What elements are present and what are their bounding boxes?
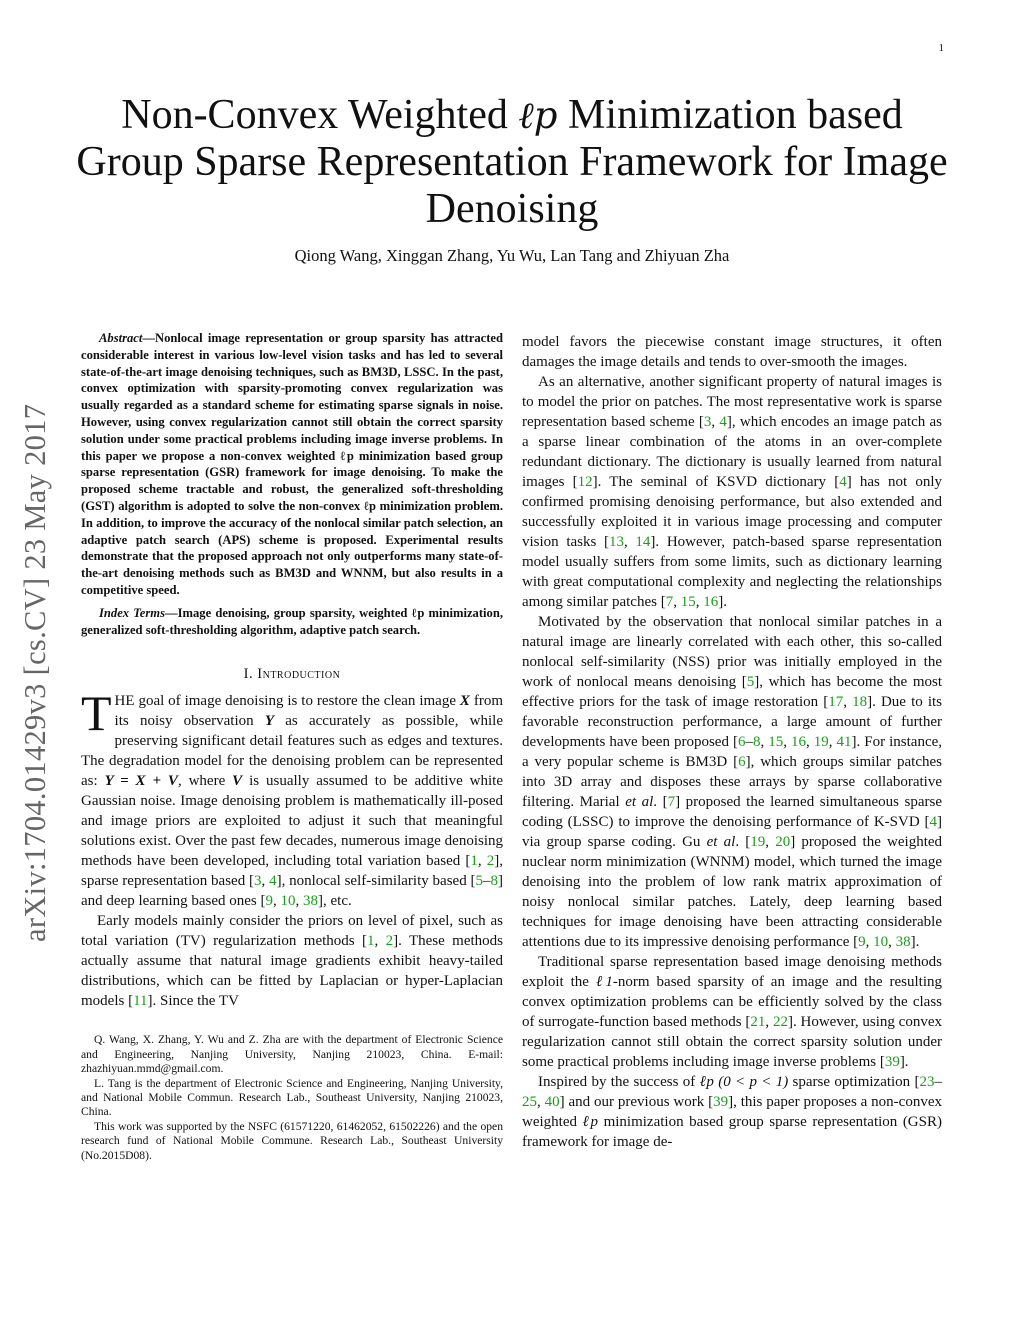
citation-link[interactable]: 9 [858, 934, 866, 950]
citation-link[interactable]: 23 [919, 1074, 935, 1090]
right-column [522, 332, 942, 1152]
title-lp-symbol: ℓp [518, 94, 558, 137]
text-span: ], which has become the most effective priors for the task of image restoration [ [522, 674, 942, 710]
text-span: , where [177, 773, 233, 790]
citation-link[interactable]: 4 [269, 873, 277, 890]
title-line1-pre: Non-Convex Weighted [121, 92, 519, 138]
footnote-affiliation-2: L. Tang is the department of Electronic Science and Engineering, Nanjing University, and National Mobile Commun. Research Lab., Southeast University, Nanjing 210023, China. [81, 1076, 503, 1119]
intro-paragraph-1: THE goal of image denoising is to restore the clean image X from its noisy observation Y as accurately as possible, while preserving significant detail features such as edges and textures. The degradation model for the denoising problem can be represented as: Y = X + V, where V is usually assumed to be additive white Gaussian noise. Image denoising problem is mathematically ill-posed and image priors are exploited to adjust it such that meaningful solutions exist. Over the past few decades, numerous image denoising methods have been developed, including total variation based [1, 2], sparse representation based [3, 4], nonlocal self-similarity based [5–8] and deep learning based ones [9, 10, 38], etc. [81, 685, 504, 910]
text-span: ] proposed the learned simultaneous sparse coding (LSSC) to improve the denoising performance of K-SVD [ [522, 794, 942, 830]
title-line3: Denoising [425, 186, 599, 232]
text-span: et al [625, 794, 654, 810]
text-span: ]. [910, 934, 920, 950]
math-symbol: V [232, 773, 243, 790]
citation-link[interactable]: 39 [713, 1094, 729, 1110]
abstract [81, 330, 503, 599]
citation-link[interactable]: 5 [475, 873, 483, 890]
title-line1-post: Minimization based [557, 92, 903, 138]
citation-link[interactable]: 14 [635, 534, 651, 550]
citation-link[interactable]: 11 [133, 993, 148, 1010]
citation-link[interactable]: 4 [719, 414, 727, 430]
footnote-affiliation-1: Q. Wang, X. Zhang, Y. Wu and Z. Zha are with the department of Electronic Science and Engineering, Nanjing University, Nanjing 210023, China. E-mail: zhazhiyuan.mmd@gmail.com. [81, 1033, 503, 1076]
text-span: minimization based group sparse representation (GSR) framework for image de- [522, 1114, 942, 1150]
text-span: Early models mainly consider the priors on level of pixel, such as total variation (TV) regularization methods [ [81, 913, 503, 950]
citation-link[interactable]: 19 [750, 834, 766, 850]
text-span: ]. For instance, a very popular scheme is BM3D [ [522, 734, 943, 770]
text-span: -norm based sparsity of an image and the resulting convex optimization problems can be efficiently solved by the class of surrogate-function based methods [ [522, 974, 942, 1030]
citation-link[interactable]: 13 [609, 534, 624, 550]
citation-link[interactable]: 22 [772, 1014, 788, 1030]
left-column [81, 330, 503, 1163]
citation-link[interactable]: 9 [265, 893, 274, 910]
text-span: Traditional sparse representation based image denoising methods exploit the [522, 954, 942, 990]
citation-link[interactable]: 41 [836, 734, 852, 750]
citation-link[interactable]: 38 [303, 893, 319, 910]
index-terms-text: —Image denoising, group sparsity, weighted ℓp minimization, generalized soft-thresholding algorithm, adaptive patch search. [81, 605, 503, 637]
right-paragraph-2: As an alternative, another significant property of natural images is to model the prior on patches. The most representative work is sparse representation based scheme [3, 4], which encodes an image patch as a sparse linear combination of the atoms in an over-complete redundant dictionary. The dictionary is usually learned from natural images [12]. The seminal of KSVD dictionary [4] has not only confirmed promising denoising performance, but also extended and successfully exploited it in various image processing and computer vision tasks [13, 14]. However, patch-based sparse representation model usually suffers from some limits, such as dictionary learning with great computational complexity and neglecting the relationships among similar patches [7, 15, 16]. [522, 374, 943, 610]
drop-cap: T [81, 685, 112, 742]
text-span: ]. Due to its favorable reconstruction performance, a large amount of further developments have been proposed [ [522, 694, 943, 750]
text-span: ], etc. [318, 893, 352, 910]
citation-link[interactable]: 4 [929, 814, 937, 830]
citation-link[interactable]: 38 [895, 934, 911, 950]
math-symbol: ℓp [582, 1114, 599, 1130]
text-span: as accurately as possible, while preserving significant detail features such as edges and textures. The degradation model for the denoising problem can be represented as: [81, 713, 503, 790]
citation-link[interactable]: 40 [544, 1094, 560, 1110]
text-span: ] and deep learning based ones [ [81, 873, 503, 910]
citation-link[interactable]: 39 [884, 1054, 900, 1070]
math-symbol: ℓp [699, 1074, 714, 1090]
citation-link[interactable]: 18 [852, 694, 868, 710]
citation-link[interactable]: 6 [737, 734, 746, 750]
citation-link[interactable]: 2 [486, 853, 495, 870]
citation-link[interactable]: 4 [839, 474, 847, 490]
citation-link[interactable]: 3 [254, 873, 262, 890]
citation-link[interactable]: 17 [828, 694, 844, 710]
citation-link[interactable]: 10 [873, 934, 889, 950]
math-symbol: X [459, 693, 470, 710]
text-span: ]. Since the TV [147, 993, 239, 1010]
right-paragraph-1: model favors the piecewise constant image structures, it often damages the image details and tends to over-smooth the images. [522, 334, 942, 370]
text-span: ]. However, using convex regularization cannot still obtain the correct sparsity solution under some practical problems including image inverse problems [ [522, 1014, 942, 1070]
text-span: ]. The seminal of KSVD dictionary [ [592, 474, 840, 490]
citation-link[interactable]: 5 [746, 674, 755, 690]
citation-link[interactable]: 2 [385, 933, 394, 950]
citation-link[interactable]: 8 [752, 734, 761, 750]
math-symbol: Y [264, 713, 275, 730]
text-span: ], which encodes an image patch as a sparse linear combination of the atoms in an over-complete redundant dictionary. The dictionary is usually learned from natural images [ [522, 414, 942, 490]
section-number: I. [243, 666, 254, 683]
citation-link[interactable]: 7 [665, 594, 674, 610]
page-number: 1 [938, 42, 944, 54]
title-line2: Group Sparse Representation Framework for Image [76, 139, 948, 185]
text-span: ] and our previous work [ [559, 1094, 714, 1110]
citation-link[interactable]: 1 [366, 933, 375, 950]
right-paragraph-3: Motivated by the observation that nonlocal similar patches in a natural image are linearly correlated with each other, this so-called nonlocal self-similarity (NSS) prior was initially employed in the work of nonlocal means denoising [5], which has become the most effective priors for the task of image restoration [17, 18]. Due to its favorable reconstruction performance, a large amount of further developments have been proposed [6–8, 15, 16, 19, 41]. For instance, a very popular scheme is BM3D [6], which groups similar patches into 3D array and disposes these arrays by sparse collaborative filtering. Marial et al. [7] proposed the learned simultaneous sparse coding (LSSC) to improve the denoising performance of K-SVD [4] via group sparse coding. Gu et al. [19, 20] proposed the weighted nuclear norm minimization (WNNM) model, which turned the image denoising into the problem of low rank matrix approximation of noisy nonlocal similar patches. Lately, deep learning based techniques for image denoising have been attracting considerable attentions due to its impressive denoising performance [9, 10, 38]. [522, 614, 943, 950]
citation-link[interactable]: 7 [667, 794, 676, 810]
citation-link[interactable]: 1 [470, 853, 478, 870]
text-span: ]. These methods actually assume that natural image gradients exhibit heavy-tailed distributions, which can be fitted by Laplacian or hyper-Laplacian models [ [81, 933, 504, 1010]
text-span: . [ [735, 834, 751, 850]
citation-link[interactable]: 15 [680, 594, 696, 610]
abstract-label: Abstract [99, 331, 143, 345]
text-span: Motivated by the observation that nonlocal similar patches in a natural image are linearly correlated with each other, this so-called nonlocal self-similarity (NSS) prior was initially employed in the work of nonlocal means denoising [ [522, 614, 942, 690]
text-span: et al [706, 834, 736, 850]
text-span: ]. [899, 1054, 909, 1070]
math-equation: Y = X + V [104, 773, 178, 790]
text-span: Inspired by the success of [538, 1074, 700, 1090]
citation-link[interactable]: 20 [775, 834, 791, 850]
index-terms-label: Index Terms [99, 605, 165, 620]
text-span: from its noisy observation [114, 693, 503, 730]
text-span: . [ [653, 794, 668, 810]
paper-title [60, 92, 964, 233]
text-span: HE goal of image denoising is to restore the clean image [114, 693, 460, 710]
text-span: is usually assumed to be additive white Gaussian noise. Image denoising problem is mathematically ill-posed and image priors are exploited to adjust it such that meaningful solutions exist. Over the past few decades, numerous image denoising methods have been developed, including total variation based [ [81, 773, 503, 870]
text-span: ]. [718, 594, 727, 610]
citation-link[interactable]: 16 [791, 734, 806, 750]
citation-link[interactable]: 16 [703, 594, 719, 610]
citation-link[interactable]: 10 [280, 893, 296, 910]
text-span: ] proposed the weighted nuclear norm minimization (WNNM) model, which turned the image denoising into the problem of low rank matrix approximation of noisy nonlocal similar patches. Lately, deep learning based techniques for image denoising have been attracting considerable attentions due to its impressive denoising performance [ [522, 834, 943, 950]
right-paragraph-4: Traditional sparse representation based image denoising methods exploit the ℓ1-norm based sparsity of an image and the resulting convex optimization problems can be efficiently solved by the class of surrogate-function based methods [21, 22]. However, using convex regularization cannot still obtain the correct sparsity solution under some practical problems including image inverse problems [39]. [522, 954, 942, 1070]
citation-link[interactable]: 15 [768, 734, 784, 750]
section-title: Introduction [257, 666, 341, 683]
section-heading-introduction [81, 666, 503, 683]
text-span: ], nonlocal self-similarity based [ [276, 873, 476, 890]
footnote-funding: This work was supported by the NSFC (61571220, 61462052, 61502226) and the open research fund of National Mobile Commune. Research Lab., Southeast University (No.2015D08). [81, 1119, 503, 1162]
citation-link[interactable]: 8 [490, 873, 498, 890]
citation-link[interactable]: 19 [813, 734, 829, 750]
citation-link[interactable]: 6 [738, 754, 746, 770]
right-paragraph-5: Inspired by the success of ℓp (0 < p < 1) sparse optimization [23–25, 40] and our previous work [39], this paper proposes a non-convex weighted ℓp minimization based group sparse representation (GSR) framework for image de- [522, 1074, 942, 1150]
intro-paragraph-2: Early models mainly consider the priors on level of pixel, such as total variation (TV) regularization methods [1, 2]. These methods actually assume that natural image gradients exhibit heavy-tailed distributions, which can be fitted by Laplacian or hyper-Laplacian models [11]. Since the TV [81, 913, 504, 1010]
text-span: ] has not only confirmed promising denoising performance, but also extended and successfully exploited it in various image processing and computer vision tasks [ [522, 474, 943, 550]
text-span: As an alternative, another significant property of natural images is to model the prior on patches. The most representative work is sparse representation based scheme [ [522, 374, 942, 430]
text-span: ], this paper proposes a non-convex weighted [522, 1094, 942, 1130]
text-span: ] via group sparse coding. Gu [522, 814, 942, 850]
text-span: ], sparse representation based [ [81, 853, 504, 890]
citation-link[interactable]: 3 [703, 414, 712, 430]
math-symbol: ℓ1 [595, 974, 613, 990]
citation-link[interactable]: 21 [750, 1014, 766, 1030]
index-terms [81, 605, 503, 639]
author-list: Qiong Wang, Xinggan Zhang, Yu Wu, Lan Tang and Zhiyuan Zha [294, 246, 730, 265]
arxiv-stamp: arXiv:1704.01429v3 [cs.CV] 23 May 2017 [18, 403, 52, 942]
citation-link[interactable]: 25 [522, 1094, 537, 1110]
text-span: ], which groups similar patches into 3D array and disposes these arrays by sparse collaborative filtering. Marial [522, 754, 942, 810]
citation-link[interactable]: 12 [577, 474, 593, 490]
text-span: ]. However, patch-based sparse representation model usually suffers from some limits, such as dictionary learning with great computational complexity and neglecting the relationships among similar patches [ [522, 534, 943, 610]
text-span: sparse optimization [ [788, 1074, 920, 1090]
abstract-text: —Nonlocal image representation or group sparsity has attracted considerable interest in various low-level vision tasks and has led to several state-of-the-art image denoising techniques, such as BM3D, LSSC. In the past, convex optimization with sparsity-promoting convex regularization was usually regarded as a standard scheme for estimating sparse signals in noise. However, using convex regularization cannot still obtain the correct sparsity solution under some practical problems including image inverse problems. In this paper we propose a non-convex weighted ℓp minimization based group sparse representation (GSR) framework for image denoising. To make the proposed scheme tractable and robust, the generalized soft-thresholding (GST) algorithm is adopted to solve the non-convex ℓp minimization problem. In addition, to improve the accuracy of the nonlocal similar patch selection, an adaptive patch search (APS) scheme is proposed. Experimental results demonstrate that the proposed approach not only outperforms many state-of-the-art denoising methods such as BM3D and WNNM, but also results in a competitive speed. [81, 331, 503, 597]
math-range: (0 < p < 1) [713, 1074, 789, 1090]
